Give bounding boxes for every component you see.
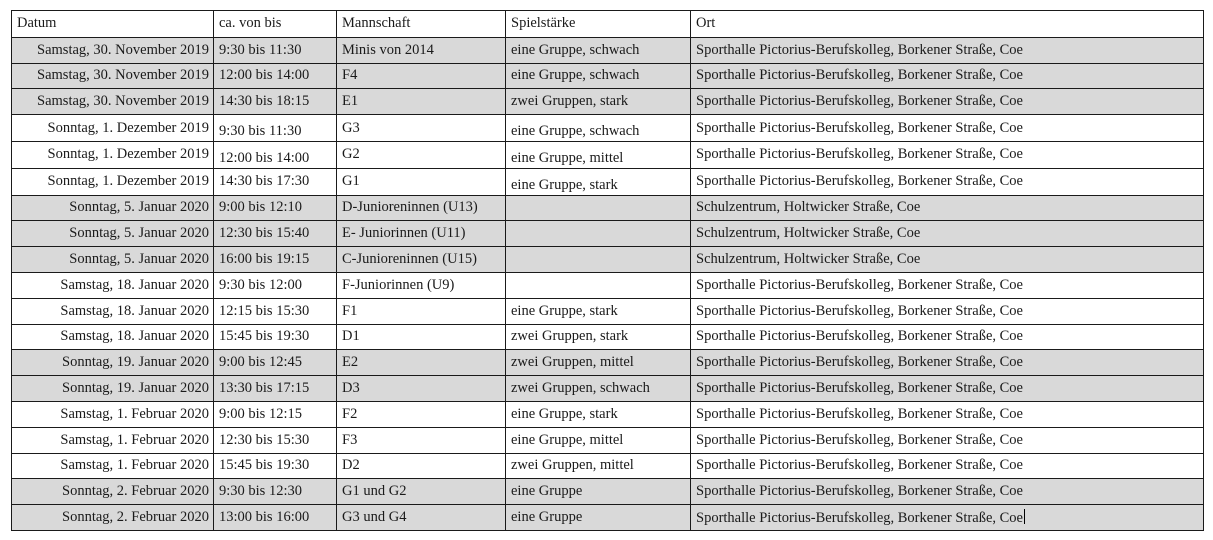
cell-mannschaft-text: D-Junioreninnen (U13): [342, 199, 478, 216]
cell-zeit-text: 12:15 bis 15:30: [219, 302, 310, 319]
cell-spielstaerke[interactable]: [506, 479, 691, 505]
cell-zeit-text: 9:30 bis 12:00: [219, 276, 302, 293]
cell-mannschaft-text: G3 und G4: [342, 509, 407, 526]
cell-datum[interactable]: [12, 89, 214, 115]
cell-datum[interactable]: [12, 221, 214, 247]
cell-spielstaerke[interactable]: [506, 376, 691, 402]
cell-datum[interactable]: [12, 350, 214, 376]
cell-spielstaerke[interactable]: [506, 37, 691, 63]
cell-datum-text: Sonntag, 1. Dezember 2019: [47, 119, 209, 136]
table-body: [12, 37, 1204, 530]
cell-zeit-text: 9:00 bis 12:10: [219, 199, 302, 216]
cell-mannschaft-text: G1: [342, 173, 360, 190]
cell-spielstaerke[interactable]: [506, 247, 691, 273]
cell-ort-text: Sporthalle Pictorius-Berufskolleg, Borkener Straße, Coe: [696, 457, 1023, 474]
cell-zeit-text: 9:30 bis 11:30: [219, 122, 302, 139]
cell-datum-text: Samstag, 18. Januar 2020: [60, 302, 209, 319]
cell-datum[interactable]: [12, 115, 214, 142]
cell-spielstaerke-text: zwei Gruppen, stark: [511, 328, 629, 345]
cell-zeit-text: 15:45 bis 19:30: [219, 457, 310, 474]
cell-zeit[interactable]: [214, 376, 337, 402]
table-row: [12, 401, 1204, 427]
cell-ort[interactable]: [691, 324, 1204, 350]
cell-mannschaft[interactable]: [337, 479, 506, 505]
cell-datum-text: Samstag, 1. Februar 2020: [60, 431, 209, 448]
cell-zeit[interactable]: [214, 89, 337, 115]
cell-ort[interactable]: [691, 89, 1204, 115]
table-row: [12, 298, 1204, 324]
cell-ort-text: Sporthalle Pictorius-Berufskolleg, Borkener Straße, Coe: [696, 93, 1023, 110]
cell-zeit-text: 12:30 bis 15:40: [219, 225, 310, 242]
table-row: [12, 376, 1204, 402]
cell-datum[interactable]: [12, 298, 214, 324]
cell-zeit[interactable]: [214, 247, 337, 273]
cell-mannschaft-text: F3: [342, 431, 358, 448]
cell-mannschaft[interactable]: [337, 324, 506, 350]
cell-mannschaft[interactable]: [337, 427, 506, 453]
cell-datum-text: Sonntag, 5. Januar 2020: [69, 199, 209, 216]
table-row: [12, 247, 1204, 273]
cell-spielstaerke-text: zwei Gruppen, stark: [511, 93, 629, 110]
cell-zeit[interactable]: [214, 115, 337, 142]
cell-mannschaft[interactable]: [337, 247, 506, 273]
cell-datum-text: Samstag, 18. Januar 2020: [60, 328, 209, 345]
cell-spielstaerke-text: eine Gruppe: [511, 509, 583, 526]
cell-ort-text: Sporthalle Pictorius-Berufskolleg, Borkener Straße, Coe: [696, 276, 1023, 293]
table-row: [12, 195, 1204, 221]
header-spielstaerke[interactable]: Spielstärke: [506, 11, 691, 38]
header-ort[interactable]: Ort: [691, 11, 1204, 38]
cell-spielstaerke[interactable]: [506, 115, 691, 142]
cell-zeit[interactable]: [214, 401, 337, 427]
cell-mannschaft-text: G1 und G2: [342, 483, 407, 500]
cell-mannschaft[interactable]: [337, 195, 506, 221]
cell-spielstaerke-text: eine Gruppe, stark: [511, 176, 618, 193]
cell-mannschaft-text: F2: [342, 405, 358, 422]
cell-datum[interactable]: [12, 272, 214, 298]
header-mannschaft[interactable]: Mannschaft: [337, 11, 506, 38]
cell-mannschaft-text: G3: [342, 119, 360, 136]
cell-zeit-text: 9:00 bis 12:15: [219, 405, 302, 422]
table-row: [12, 37, 1204, 63]
cell-ort-text: Sporthalle Pictorius-Berufskolleg, Borkener Straße, Coe: [696, 67, 1023, 84]
cell-datum-text: Sonntag, 5. Januar 2020: [69, 251, 209, 268]
cell-datum-text: Samstag, 1. Februar 2020: [60, 405, 209, 422]
cell-ort-text: Sporthalle Pictorius-Berufskolleg, Borkener Straße, Coe: [696, 483, 1023, 500]
table-row: [12, 115, 1204, 142]
cell-spielstaerke-text: eine Gruppe, stark: [511, 302, 618, 319]
table-row: [12, 141, 1204, 168]
cell-zeit-text: 14:30 bis 18:15: [219, 93, 310, 110]
cell-ort-text: Sporthalle Pictorius-Berufskolleg, Borkener Straße, Coe: [696, 354, 1023, 371]
cell-zeit-text: 13:30 bis 17:15: [219, 380, 310, 397]
cell-ort-text: Sporthalle Pictorius-Berufskolleg, Borkener Straße, Coe: [696, 431, 1023, 448]
cell-spielstaerke[interactable]: [506, 298, 691, 324]
schedule-table: [11, 10, 1204, 531]
header-datum[interactable]: Datum: [12, 11, 214, 38]
cell-spielstaerke-text: eine Gruppe: [511, 483, 583, 500]
cell-datum[interactable]: [12, 168, 214, 195]
cell-mannschaft[interactable]: [337, 376, 506, 402]
cell-ort[interactable]: [691, 479, 1204, 505]
cell-ort-text: Sporthalle Pictorius-Berufskolleg, Borkener Straße, Coe: [696, 146, 1023, 163]
cell-datum[interactable]: [12, 505, 214, 531]
cell-mannschaft-text: Minis von 2014: [342, 41, 434, 58]
cell-spielstaerke[interactable]: [506, 401, 691, 427]
cell-zeit[interactable]: [214, 37, 337, 63]
cell-zeit[interactable]: [214, 427, 337, 453]
cell-spielstaerke[interactable]: [506, 272, 691, 298]
cell-zeit[interactable]: [214, 168, 337, 195]
table-row: [12, 221, 1204, 247]
cell-datum[interactable]: [12, 479, 214, 505]
cell-zeit[interactable]: [214, 298, 337, 324]
cell-datum[interactable]: [12, 63, 214, 89]
cell-mannschaft[interactable]: [337, 505, 506, 531]
cell-ort[interactable]: [691, 195, 1204, 221]
cell-ort[interactable]: [691, 141, 1204, 168]
table-row: [12, 505, 1204, 531]
cell-datum[interactable]: [12, 376, 214, 402]
cell-zeit-text: 14:30 bis 17:30: [219, 173, 310, 190]
cell-spielstaerke-text: zwei Gruppen, schwach: [511, 380, 650, 397]
cell-zeit-text: 9:30 bis 11:30: [219, 41, 302, 58]
cell-mannschaft[interactable]: [337, 168, 506, 195]
cell-ort-text: Sporthalle Pictorius-Berufskolleg, Borkener Straße, Coe: [696, 380, 1023, 397]
cell-spielstaerke[interactable]: [506, 324, 691, 350]
cell-zeit[interactable]: [214, 63, 337, 89]
cell-mannschaft-text: D3: [342, 380, 360, 397]
cell-mannschaft[interactable]: [337, 350, 506, 376]
table-row: [12, 479, 1204, 505]
cell-spielstaerke-text: eine Gruppe, schwach: [511, 122, 640, 139]
cell-ort[interactable]: [691, 427, 1204, 453]
cell-ort-text: Sporthalle Pictorius-Berufskolleg, Borkener Straße, Coe: [696, 302, 1023, 319]
text-cursor: [1024, 509, 1025, 524]
cell-mannschaft-text: C-Junioreninnen (U15): [342, 251, 477, 268]
cell-ort-text: Schulzentrum, Holtwicker Straße, Coe: [696, 225, 921, 242]
cell-zeit[interactable]: [214, 195, 337, 221]
cell-datum-text: Sonntag, 1. Dezember 2019: [47, 173, 209, 190]
cell-zeit-text: 9:30 bis 12:30: [219, 483, 302, 500]
cell-zeit-text: 9:00 bis 12:45: [219, 354, 302, 371]
cell-mannschaft[interactable]: [337, 401, 506, 427]
cell-mannschaft[interactable]: [337, 89, 506, 115]
cell-mannschaft-text: G2: [342, 146, 360, 163]
cell-ort[interactable]: [691, 115, 1204, 142]
cell-mannschaft[interactable]: [337, 37, 506, 63]
cell-ort[interactable]: [691, 350, 1204, 376]
header-zeit[interactable]: ca. von bis: [214, 11, 337, 38]
cell-zeit-text: 13:00 bis 16:00: [219, 509, 310, 526]
cell-ort[interactable]: [691, 505, 1204, 531]
cell-zeit[interactable]: [214, 350, 337, 376]
cell-spielstaerke-text: eine Gruppe, schwach: [511, 41, 640, 58]
cell-zeit[interactable]: [214, 324, 337, 350]
cell-spielstaerke-text: eine Gruppe, schwach: [511, 67, 640, 84]
cell-spielstaerke[interactable]: [506, 453, 691, 479]
table-row: [12, 427, 1204, 453]
cell-datum-text: Samstag, 30. November 2019: [37, 67, 209, 84]
cell-spielstaerke-text: eine Gruppe, mittel: [511, 149, 624, 166]
cell-mannschaft-text: E2: [342, 354, 359, 371]
cell-mannschaft[interactable]: [337, 272, 506, 298]
cell-mannschaft-text: E- Juniorinnen (U11): [342, 225, 466, 242]
cell-datum-text: Samstag, 18. Januar 2020: [60, 276, 209, 293]
cell-datum-text: Sonntag, 5. Januar 2020: [69, 225, 209, 242]
table-row: [12, 453, 1204, 479]
cell-datum[interactable]: [12, 427, 214, 453]
cell-ort-text: Sporthalle Pictorius-Berufskolleg, Borkener Straße, Coe: [696, 405, 1023, 422]
cell-datum[interactable]: [12, 195, 214, 221]
table-row: [12, 63, 1204, 89]
cell-datum-text: Sonntag, 2. Februar 2020: [62, 509, 209, 526]
cell-ort[interactable]: [691, 168, 1204, 195]
cell-spielstaerke[interactable]: [506, 195, 691, 221]
cell-datum-text: Sonntag, 2. Februar 2020: [62, 483, 209, 500]
cell-zeit-text: 12:00 bis 14:00: [219, 67, 310, 84]
cell-spielstaerke-text: eine Gruppe, mittel: [511, 431, 624, 448]
cell-ort-text: Sporthalle Pictorius-Berufskolleg, Borkener Straße, Coe: [696, 41, 1023, 58]
cell-mannschaft-text: E1: [342, 93, 359, 110]
cell-mannschaft-text: F1: [342, 302, 358, 319]
cell-zeit[interactable]: [214, 505, 337, 531]
cell-mannschaft-text: F4: [342, 67, 358, 84]
schedule-table-container: [11, 10, 1204, 531]
cell-zeit[interactable]: [214, 141, 337, 168]
cell-spielstaerke[interactable]: [506, 427, 691, 453]
cell-mannschaft-text: D1: [342, 328, 360, 345]
cell-spielstaerke[interactable]: [506, 221, 691, 247]
cell-ort-text: Sporthalle Pictorius-Berufskolleg, Borkener Straße, Coe: [696, 328, 1023, 345]
cell-ort[interactable]: [691, 401, 1204, 427]
cell-ort-text: Sporthalle Pictorius-Berufskolleg, Borkener Straße, Coe: [696, 119, 1023, 136]
cell-mannschaft[interactable]: [337, 298, 506, 324]
cell-spielstaerke[interactable]: [506, 141, 691, 168]
cell-ort-text: Sporthalle Pictorius-Berufskolleg, Borkener Straße, Coe: [696, 509, 1023, 526]
cell-ort-text: Schulzentrum, Holtwicker Straße, Coe: [696, 251, 921, 268]
cell-datum[interactable]: [12, 37, 214, 63]
cell-ort-text: Schulzentrum, Holtwicker Straße, Coe: [696, 199, 921, 216]
cell-datum-text: Sonntag, 19. Januar 2020: [62, 354, 209, 371]
table-row: [12, 89, 1204, 115]
cell-ort[interactable]: [691, 247, 1204, 273]
cell-mannschaft-text: F-Juniorinnen (U9): [342, 276, 455, 293]
table-row: [12, 168, 1204, 195]
cell-zeit-text: 12:00 bis 14:00: [219, 149, 310, 166]
cell-spielstaerke-text: eine Gruppe, stark: [511, 405, 618, 422]
cell-ort[interactable]: [691, 298, 1204, 324]
cell-datum[interactable]: [12, 401, 214, 427]
cell-datum-text: Sonntag, 19. Januar 2020: [62, 380, 209, 397]
cell-zeit[interactable]: [214, 453, 337, 479]
cell-datum[interactable]: [12, 453, 214, 479]
cell-mannschaft-text: D2: [342, 457, 360, 474]
cell-ort-text: Sporthalle Pictorius-Berufskolleg, Borkener Straße, Coe: [696, 173, 1023, 190]
cell-datum-text: Sonntag, 1. Dezember 2019: [47, 146, 209, 163]
cell-ort[interactable]: [691, 221, 1204, 247]
table-row: [12, 324, 1204, 350]
table-row: [12, 350, 1204, 376]
cell-spielstaerke[interactable]: [506, 505, 691, 531]
cell-spielstaerke[interactable]: [506, 63, 691, 89]
cell-datum-text: Samstag, 30. November 2019: [37, 93, 209, 110]
cell-spielstaerke-text: zwei Gruppen, mittel: [511, 354, 634, 371]
cell-datum[interactable]: [12, 247, 214, 273]
cell-ort[interactable]: [691, 453, 1204, 479]
cell-spielstaerke[interactable]: [506, 168, 691, 195]
cell-mannschaft[interactable]: [337, 115, 506, 142]
cell-spielstaerke-text: zwei Gruppen, mittel: [511, 457, 634, 474]
cell-zeit-text: 16:00 bis 19:15: [219, 251, 310, 268]
cell-ort[interactable]: [691, 37, 1204, 63]
cell-datum-text: Samstag, 1. Februar 2020: [60, 457, 209, 474]
cell-spielstaerke[interactable]: [506, 89, 691, 115]
cell-zeit-text: 15:45 bis 19:30: [219, 328, 310, 345]
cell-mannschaft[interactable]: [337, 221, 506, 247]
cell-zeit[interactable]: [214, 221, 337, 247]
cell-ort[interactable]: [691, 376, 1204, 402]
cell-spielstaerke[interactable]: [506, 350, 691, 376]
cell-zeit[interactable]: [214, 479, 337, 505]
cell-mannschaft[interactable]: [337, 141, 506, 168]
cell-ort[interactable]: [691, 63, 1204, 89]
cell-mannschaft[interactable]: [337, 453, 506, 479]
cell-datum-text: Samstag, 30. November 2019: [37, 41, 209, 58]
table-row: [12, 272, 1204, 298]
cell-zeit[interactable]: [214, 272, 337, 298]
cell-datum[interactable]: [12, 141, 214, 168]
cell-mannschaft[interactable]: [337, 63, 506, 89]
cell-ort[interactable]: [691, 272, 1204, 298]
cell-datum[interactable]: [12, 324, 214, 350]
header-row: [12, 11, 1204, 38]
cell-zeit-text: 12:30 bis 15:30: [219, 431, 310, 448]
